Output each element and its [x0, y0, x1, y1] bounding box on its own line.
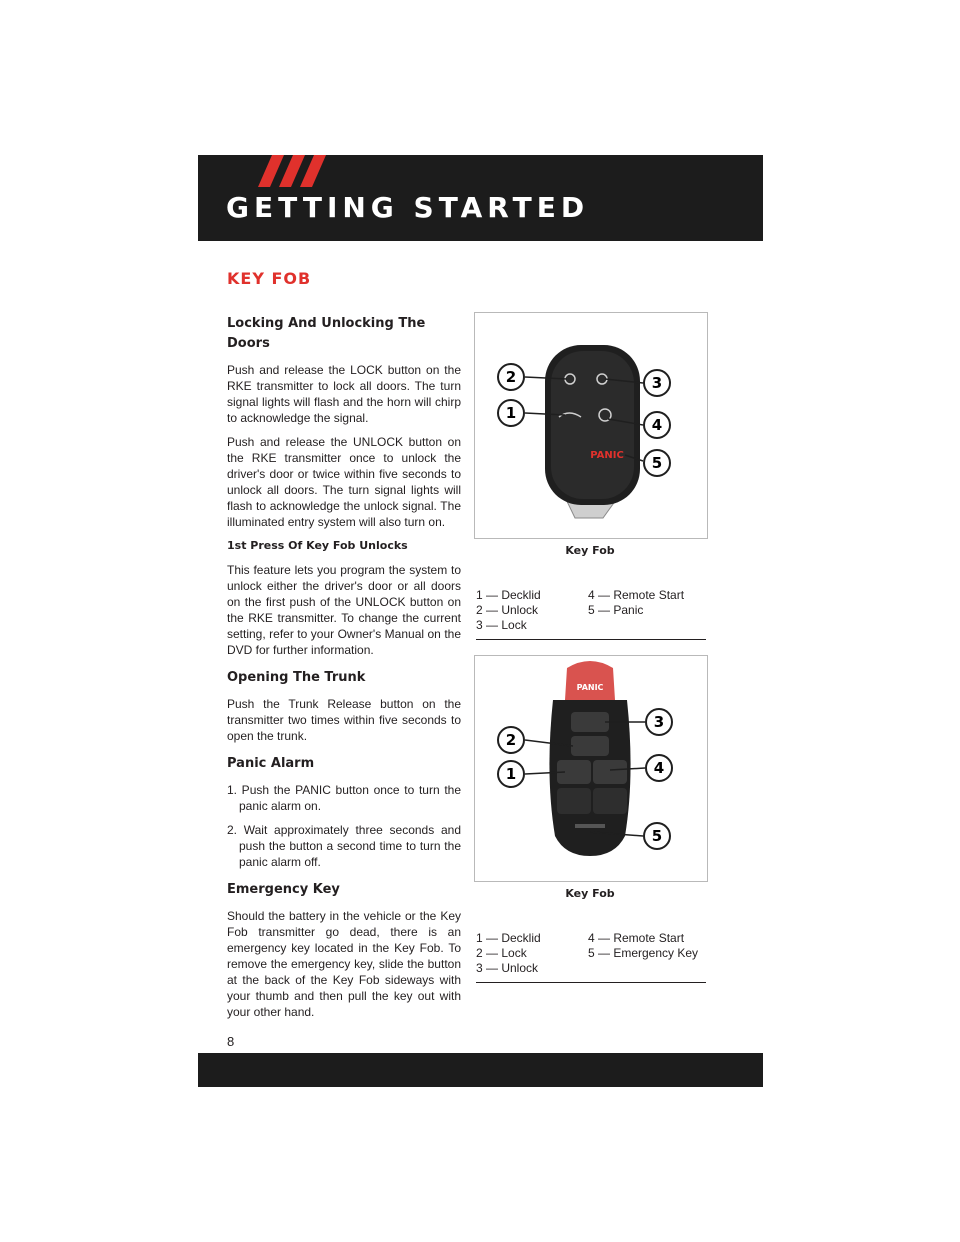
callout-1	[498, 400, 524, 426]
svg-text:4: 4	[651, 416, 663, 434]
locking-paragraph-1: Push and release the LOCK button on the RKE transmitter to lock all doors. The turn signal lights will flash and the horn will chirp to acknowledge the signal.	[227, 363, 461, 425]
emergency-paragraph: Should the battery in the vehicle or the Key Fob transmitter go dead, there is an emergency key located in the Key Fob. To remove the emergency key, slide the button at the back of the Key Fob sideways with your thumb and then pull the key out with your other hand.	[227, 909, 461, 1019]
panic-step-1: 1. Push the PANIC button once to turn the panic alarm on.	[227, 783, 461, 813]
trunk-heading: Opening The Trunk	[227, 670, 366, 685]
svg-text:3: 3	[653, 713, 665, 731]
svg-text:5: 5	[651, 827, 663, 845]
locking-paragraph-3: This feature lets you program the system to unlock either the driver's door or all doors on the first push of the UNLOCK button on the RKE transmitter. To change the current setting, refer to your Owner's Manual on the DVD for further information.	[227, 563, 461, 657]
brand-stripes-icon	[250, 155, 340, 187]
callout-4	[644, 412, 670, 438]
first-press-subheading: 1st Press Of Key Fob Unlocks	[227, 539, 408, 552]
svg-text:2: 2	[505, 368, 517, 386]
callout-2	[498, 364, 524, 390]
footer-bar	[198, 1053, 763, 1087]
page-number: 8	[227, 1034, 235, 1049]
svg-text:PANIC: PANIC	[576, 683, 604, 692]
callout-1	[498, 761, 524, 787]
figure-2-caption: Key Fob	[565, 887, 615, 900]
svg-text:PANIC: PANIC	[590, 450, 624, 461]
svg-text:3: 3	[651, 374, 663, 392]
figure-1-caption: Key Fob	[565, 544, 615, 557]
figure-2-legend: 1 — Decklid 4 — Remote Start 2 — Lock 5 — Emergency Key 3 — Unlock	[476, 931, 706, 983]
callout-5	[644, 450, 670, 476]
chapter-title: GETTING STARTED	[226, 191, 590, 224]
figure-1-legend: 1 — Decklid 4 — Remote Start 2 — Unlock 5 — Panic 3 — Lock	[476, 588, 706, 640]
key-fob-figure-2	[474, 655, 708, 882]
panic-heading: Panic Alarm	[227, 756, 315, 771]
panic-steps	[227, 782, 461, 870]
body-text-column	[227, 314, 461, 1020]
locking-paragraph-2: Push and release the UNLOCK button on the RKE transmitter once to unlock the driver's door or twice within five seconds to unlock all doors. The turn signal lights will flash to acknowledge the unlock signal. The illuminated entry system will also turn on.	[227, 435, 461, 529]
callout-5	[644, 823, 670, 849]
callout-3	[646, 709, 672, 735]
svg-text:5: 5	[651, 454, 663, 472]
svg-text:1: 1	[505, 765, 517, 783]
callout-4	[646, 755, 672, 781]
key-fob-illustration-2	[475, 656, 707, 881]
trunk-paragraph: Push the Trunk Release button on the transmitter two times within five seconds to open the trunk.	[227, 697, 461, 743]
svg-text:1: 1	[505, 404, 517, 422]
key-fob-illustration-1	[475, 313, 707, 538]
key-fob-figure-1	[474, 312, 708, 539]
callout-2	[498, 727, 524, 753]
section-title: KEY FOB	[227, 269, 312, 288]
svg-text:2: 2	[505, 731, 517, 749]
locking-heading: Locking And Unlocking The Doors	[227, 316, 426, 351]
panic-step-2: 2. Wait approximately three seconds and push the button a second time to turn the panic alarm off.	[227, 823, 461, 869]
callout-3	[644, 370, 670, 396]
chapter-header-bar	[198, 155, 763, 241]
emergency-heading: Emergency Key	[227, 882, 340, 897]
svg-text:4: 4	[653, 759, 665, 777]
